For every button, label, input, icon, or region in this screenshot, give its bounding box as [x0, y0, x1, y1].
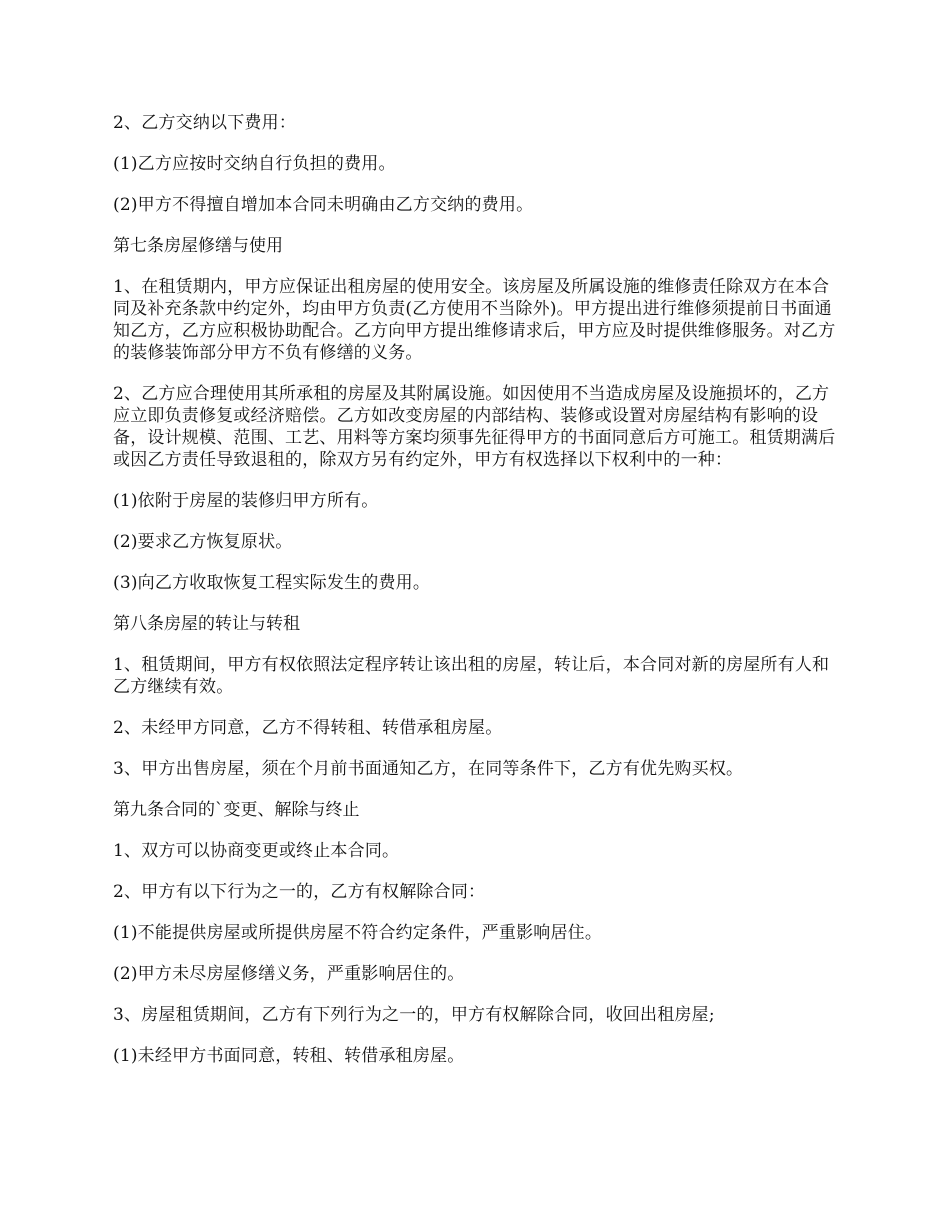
- paragraph: (1)未经甲方书面同意，转租、转借承租房屋。: [113, 1046, 465, 1066]
- section-heading: 第九条合同的`变更、解除与终止: [113, 800, 360, 820]
- paragraph: (1)不能提供房屋或所提供房屋不符合约定条件，严重影响居住。: [113, 923, 603, 943]
- paragraph: 2、乙方交纳以下费用：: [113, 113, 297, 133]
- paragraph: 3、甲方出售房屋，须在个月前书面通知乙方，在同等条件下，乙方有优先购买权。: [113, 759, 744, 779]
- paragraph: (1)乙方应按时交纳自行负担的费用。: [113, 154, 396, 174]
- section-heading: 第七条房屋修缮与使用: [113, 236, 283, 256]
- paragraph: 2、甲方有以下行为之一的，乙方有权解除合同：: [113, 882, 486, 902]
- paragraph: 1、租赁期间，甲方有权依照法定程序转让该出租的房屋，转让后，本合同对新的房屋所有人和乙方继续有效。: [113, 655, 830, 697]
- paragraph: (2)甲方不得擅自增加本合同未明确由乙方交纳的费用。: [113, 195, 534, 215]
- paragraph: 1、双方可以协商变更或终止本合同。: [113, 841, 400, 861]
- section-heading: 第八条房屋的转让与转租: [113, 614, 300, 634]
- paragraph: (2)甲方未尽房屋修缮义务，严重影响居住的。: [113, 964, 465, 984]
- paragraph: (2)要求乙方恢复原状。: [113, 532, 293, 552]
- paragraph: (3)向乙方收取恢复工程实际发生的费用。: [113, 573, 431, 593]
- paragraph: (1)依附于房屋的装修归甲方所有。: [113, 491, 379, 511]
- paragraph: 3、房屋租赁期间，乙方有下列行为之一的，甲方有权解除合同，收回出租房屋;: [113, 1005, 715, 1025]
- paragraph: 1、在租赁期内，甲方应保证出租房屋的使用安全。该房屋及所属设施的维修责任除双方在本合同及补充条款中约定外，均由甲方负责(乙方使用不当除外)。甲方提出进行维修须提前日书面通知乙方，乙方应积极协助配合。乙方向甲方提出维修请求后，甲方应及时提供维修服务。对乙方的装修装饰部分甲方不负有修缮的义务。: [113, 277, 836, 363]
- paragraph: 2、乙方应合理使用其所承租的房屋及其附属设施。如因使用不当造成房屋及设施损坏的，乙方应立即负责修复或经济赔偿。乙方如改变房屋的内部结构、装修或设置对房屋结构有影响的设备，设计规模、范围、工艺、用料等方案均须事先征得甲方的书面同意后方可施工。租赁期满后或因乙方责任导致退租的，除双方另有约定外，甲方有权选择以下权利中的一种：: [113, 384, 836, 470]
- paragraph: 2、未经甲方同意，乙方不得转租、转借承租房屋。: [113, 718, 503, 738]
- document-body: [113, 112, 843, 1086]
